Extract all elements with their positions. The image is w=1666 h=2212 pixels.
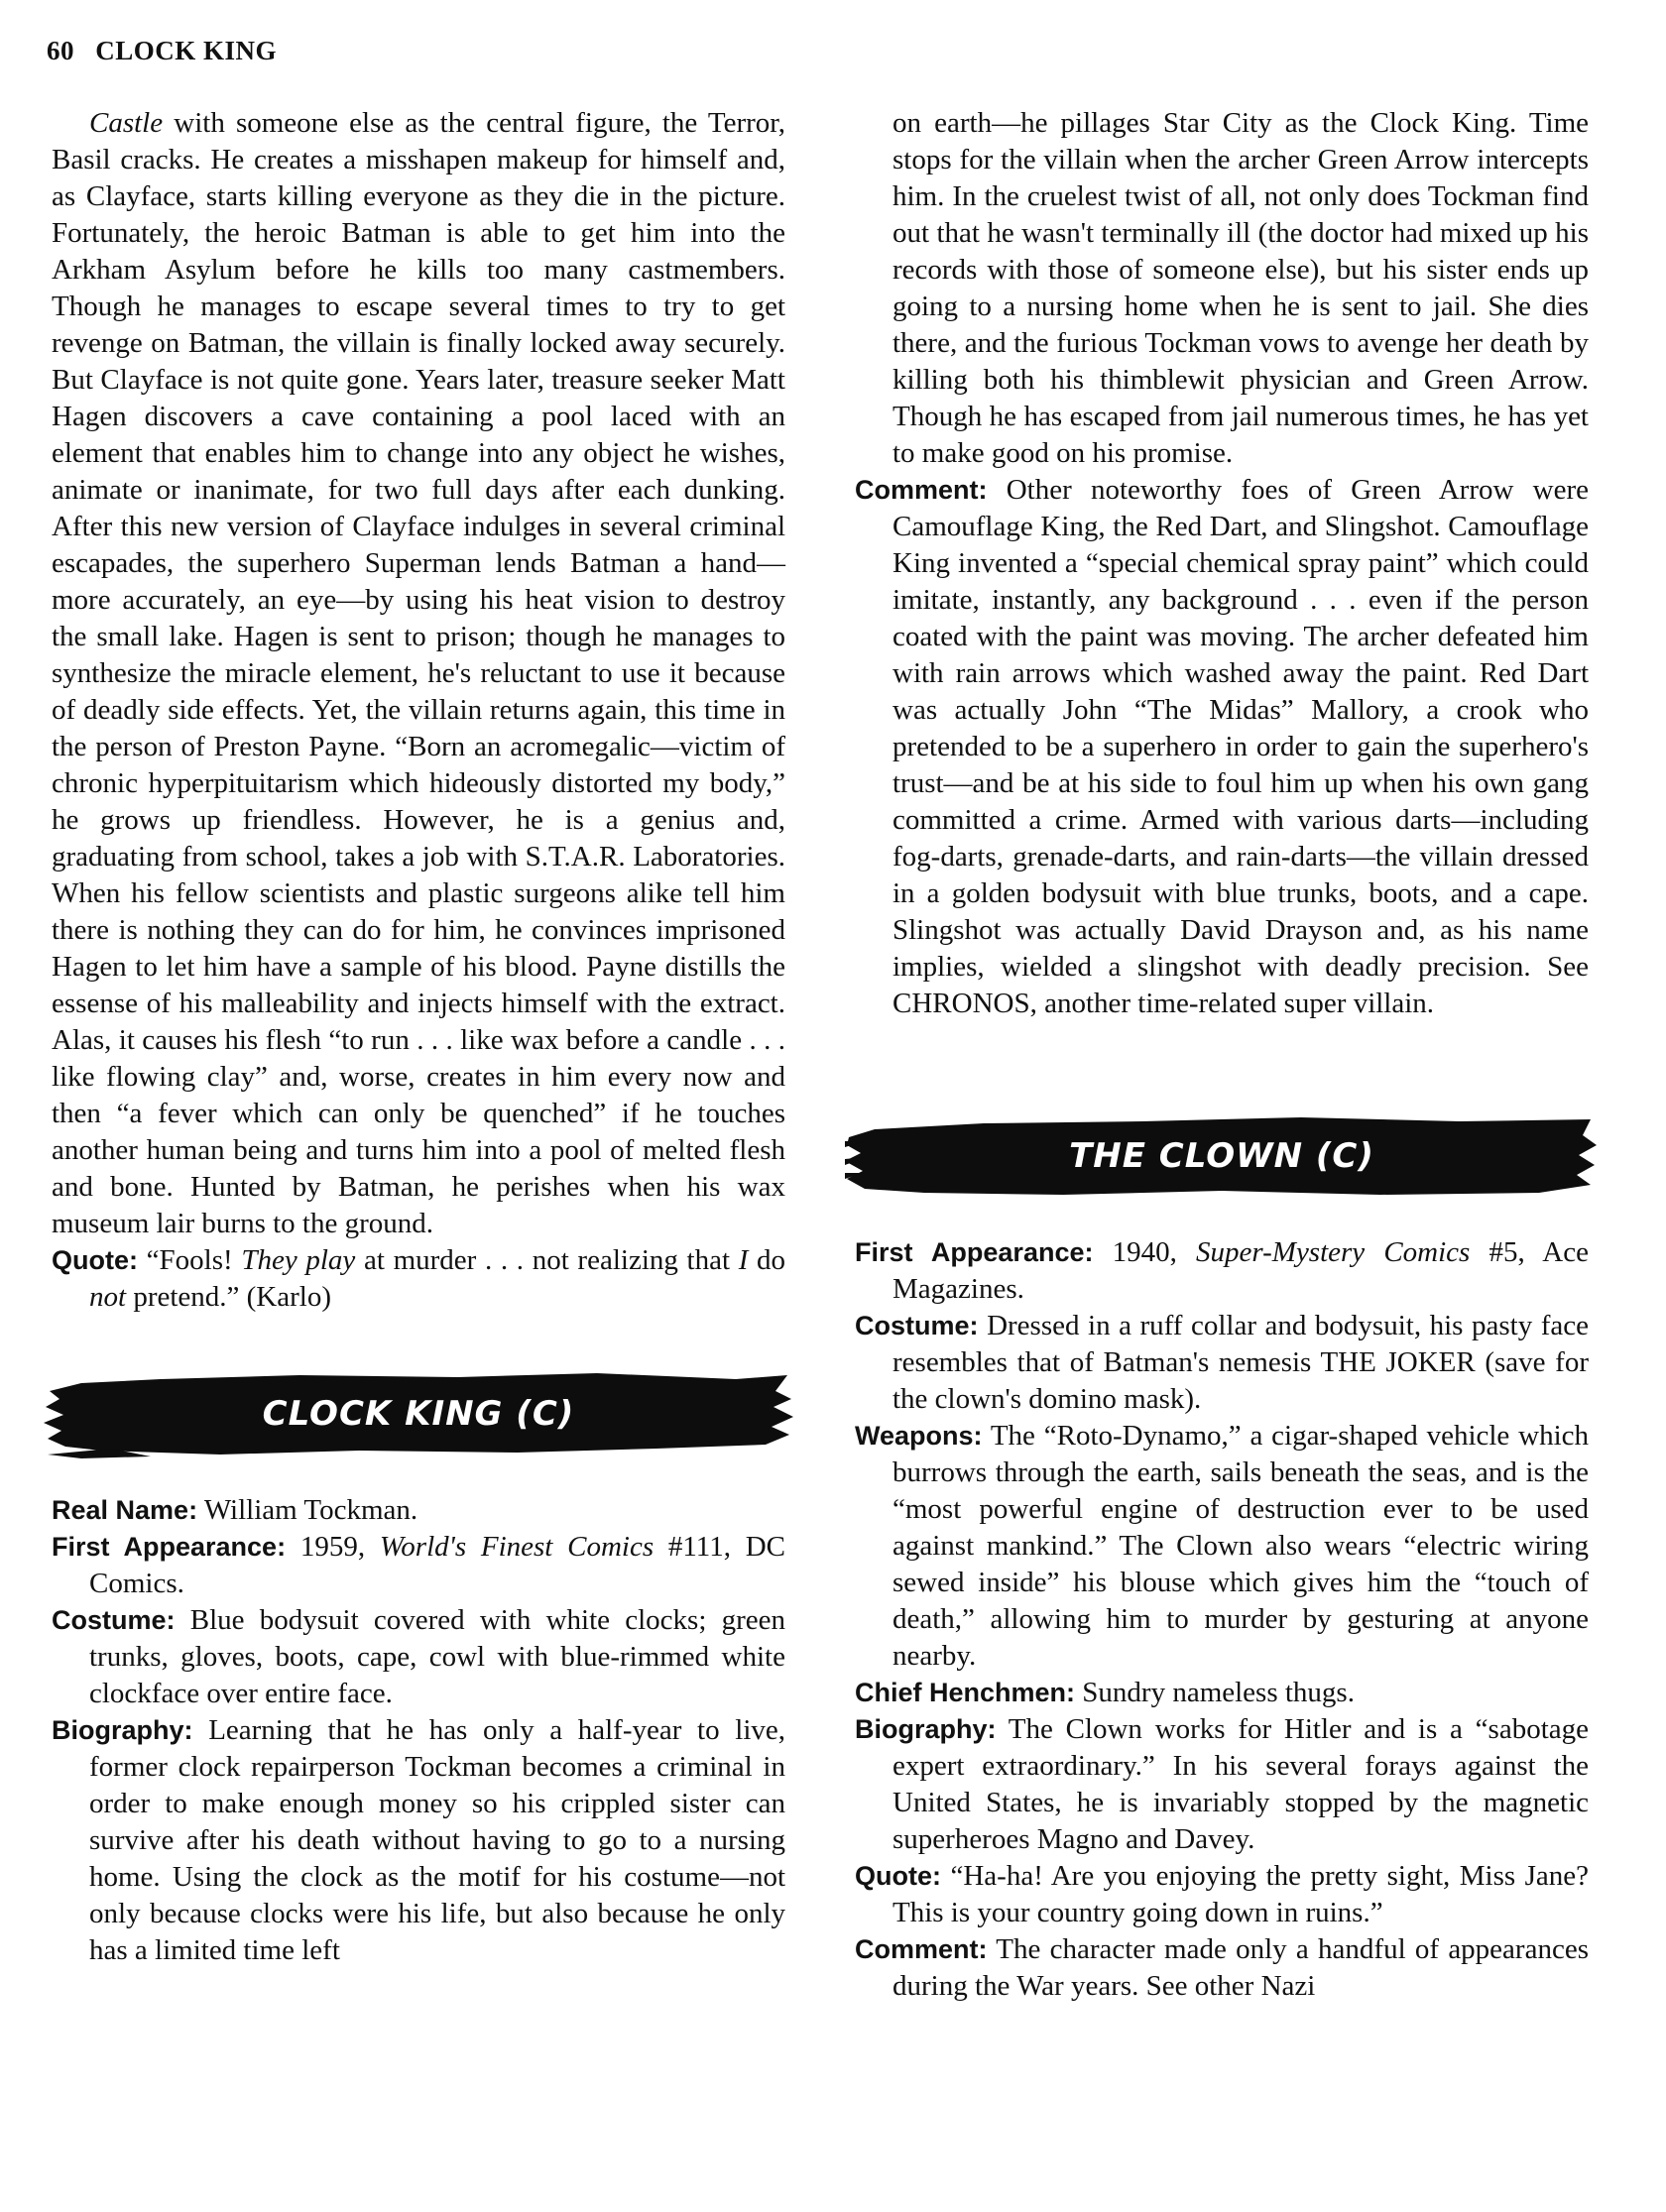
castle-italic: Castle: [89, 107, 164, 139]
biography-label: Biography:: [52, 1715, 193, 1745]
costume-text: Blue bodysuit covered with white clocks; green trunks, gloves, boots, cape, cowl with blue-rimmed white clockface over entire face.: [89, 1604, 785, 1709]
weapons-text: The “Roto-Dynamo,” a cigar-shaped vehicle which burrows through the earth, sails beneath the seas, and is the “most powerful engine of destruction ever to be used against mankind.” The Clown also wears “electric wiring sewed inside” his blouse which gives him the “touch of death,” allowing him to murder by gesturing at anyone nearby.: [892, 1420, 1589, 1672]
running-head: [47, 36, 277, 66]
first-appearance-label: First Appearance:: [855, 1237, 1094, 1267]
henchmen-text: Sundry nameless thugs.: [1082, 1677, 1355, 1708]
quote-text: “Ha-ha! Are you enjoying the pretty sight, Miss Jane? This is your country going down in ruins.”: [892, 1860, 1590, 1928]
first-appearance-issue: #111, DC Comics.: [89, 1531, 786, 1599]
quote-text-italic: I: [738, 1244, 749, 1276]
weapons-label: Weapons:: [855, 1421, 983, 1451]
comment-text: Other noteworthy foes of Green Arrow were Camouflage King, the Red Dart, and Slingshot. Camouflage King invented a “special chemical spray paint” which could imitate, instantly, any background . . . even if the person coated with the paint was moving. The archer defeated him with rain arrows which washed away the paint. Red Dart was actually John “The Midas” Mallory, a crook who pretended to be a superhero in order to gain the superhero's trust—and be at his side to foul him up when his own gang committed a crime. Armed with various darts—including fog-darts, grenade-darts, and rain-darts—the villain dressed in a golden bodysuit with blue trunks, boots, and a cape. Slingshot was actually David Drayson and, as his name implies, wielded a slingshot with deadly precision. See CHRONOS, another time-related super villain.: [892, 474, 1590, 1019]
real-name-label: Real Name:: [52, 1495, 198, 1525]
quote-text: do: [757, 1244, 786, 1276]
comment-label: Comment:: [855, 475, 988, 505]
clown-quote-entry: [855, 1858, 1589, 1931]
clown-weapons-entry: [855, 1418, 1589, 1675]
first-appearance-year: 1940,: [1112, 1236, 1177, 1268]
quote-text: at murder . . . not realizing that: [363, 1244, 731, 1276]
biography-text: Learning that he has only a half-year to live, former clock repairperson Tockman becomes a criminal in order to make enough money so his crippled sister can survive after his death without having to go to a nursing home. Using the clock as the motif for his costume—not only because clocks were his life, but also because he only has a limited time left: [89, 1714, 786, 1966]
clown-comment-entry: [855, 1931, 1589, 2005]
page-number: 60: [47, 36, 74, 65]
first-appearance-issue: #5, Ace Magazines.: [892, 1236, 1589, 1305]
clayface-continued-text: with someone else as the central figure, the Terror, Basil cracks. He creates a misshapen makeup for himself and, as Clayface, starts killing everyone as they die in the picture. Fortunately, the heroic Batman is able to get him into the Arkham Asylum before he kills too many castmembers. Though he manages to escape several times to try to get revenge on Batman, the villain is finally locked away securely. But Clayface is not quite gone. Years later, treasure seeker Matt Hagen discovers a cave containing a pool laced with an element that enables him to change into any object he wishes, animate or inanimate, for two full days after each dunking. After this new version of Clayface indulges in several criminal escapades, the superhero Superman lends Batman a hand—more accurately, an eye—by using his heat vision to destroy the small lake. Hagen is sent to prison; though he manages to synthesize the miracle element, he's reluctant to use it because of deadly side effects. Yet, the villain returns again, this time in the person of Preston Payne. “Born an acromegalic—victim of chronic hyperpituitarism which hideously distorted my body,” he grows up friendless. However, he is a genius and, graduating from school, takes a job with S.T.A.R. Laboratories. When his fellow scientists and plastic surgeons alike tell him there is nothing they can do for him, he convinces imprisoned Hagen to let him have a sample of his blood. Payne distills the essense of his malleability and injects himself with the extract. Alas, it causes his flesh “to run . . . like wax before a candle . . . like flowing clay” and, worse, creates in him every now and then “a fever which can only be quenched” if he touches another human being and turns him into a pool of melted flesh and bone. Hunted by Batman, he perishes when his wax museum lair burns to the ground.: [52, 107, 786, 1239]
clown-first-appearance-entry: [855, 1234, 1589, 1308]
clown-costume-entry: [855, 1308, 1589, 1418]
running-title: CLOCK KING: [95, 36, 278, 65]
left-column: [52, 105, 785, 1969]
right-column: [855, 105, 1589, 2005]
clayface-quote: [52, 1242, 785, 1316]
henchmen-label: Chief Henchmen:: [855, 1678, 1076, 1707]
costume-label: Costume:: [52, 1605, 176, 1635]
quote-label: Quote:: [855, 1861, 941, 1891]
costume-label: Costume:: [855, 1311, 979, 1340]
clock-king-banner-title: CLOCK KING (C): [262, 1394, 575, 1434]
biography-label: Biography:: [855, 1714, 997, 1744]
quote-text: pretend.” (Karlo): [133, 1281, 331, 1313]
first-appearance-title: Super-Mystery Comics: [1196, 1236, 1471, 1268]
clayface-continued-paragraph: [52, 105, 785, 1242]
first-appearance-year: 1959,: [299, 1531, 366, 1563]
clown-henchmen-entry: [855, 1675, 1589, 1711]
comment-label: Comment:: [855, 1934, 988, 1964]
clock-king-bio-continued: on earth—he pillages Star City as the Clock King. Time stops for the villain when the archer Green Arrow intercepts him. In the cruelest twist of all, not only does Tockman find out that he wasn't terminally ill (the doctor had mixed up his records with those of someone else), but his sister ends up going to a nursing home when he is sent to jail. She dies there, and the furious Tockman vows to avenge her death by killing both his thimblewit physician and Green Arrow. Though he has escaped from jail numerous times, he has yet to make good on his promise.: [892, 107, 1589, 469]
biography-text: The Clown works for Hitler and is a “sabotage expert extraordinary.” In his several forays against the United States, he is invariably stopped by the magnetic superheroes Magno and Davey.: [892, 1713, 1589, 1855]
the-clown-banner-title: THE CLOWN (C): [1069, 1136, 1374, 1176]
first-appearance-label: First Appearance:: [52, 1532, 287, 1562]
first-appearance-entry: [52, 1529, 785, 1602]
costume-entry: [52, 1602, 785, 1712]
quote-text-italic: They play: [241, 1244, 356, 1276]
quote-label: Quote:: [52, 1245, 138, 1275]
quote-text: “Fools!: [146, 1244, 233, 1276]
the-clown-banner: [845, 1111, 1599, 1201]
real-name-value: William Tockman.: [203, 1494, 418, 1526]
costume-text: Dressed in a ruff collar and bodysuit, his pasty face resembles that of Batman's nemesis THE JOKER (save for the clown's domino mask).: [892, 1310, 1590, 1415]
comment-entry: [855, 472, 1589, 1022]
biography-entry: [52, 1712, 785, 1969]
first-appearance-title: World's Finest Comics: [379, 1531, 654, 1563]
clock-king-banner: [42, 1369, 795, 1458]
comment-text: The character made only a handful of appearances during the War years. See other Nazi: [892, 1933, 1589, 2002]
clown-biography-entry: [855, 1711, 1589, 1858]
real-name-entry: [52, 1492, 785, 1529]
quote-text-italic: not: [89, 1281, 127, 1313]
